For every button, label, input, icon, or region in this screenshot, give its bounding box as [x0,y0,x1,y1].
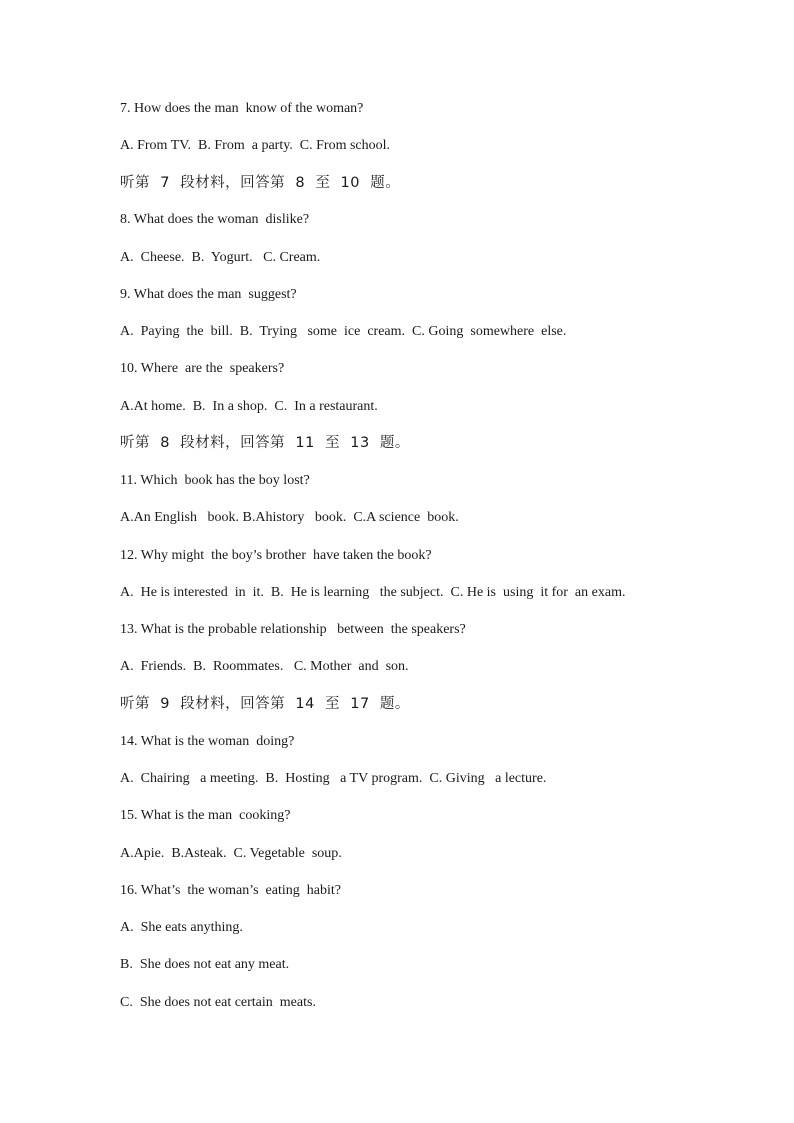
question-11: 11. Which book has the boy lost? [120,473,310,488]
question-13-options: A. Friends. B. Roommates. C. Mother and son. [120,659,409,674]
question-16-option-b: B. She does not eat any meat. [120,957,290,972]
question-13: 13. What is the probable relationship between the speakers? [120,622,466,637]
question-15-options: A.Apie. B.Asteak. C. Vegetable soup. [120,846,342,861]
question-16: 16. What’s the woman’s eating habit? [120,883,341,898]
question-12-options: A. He is interested in it. B. He is learning the subject. C. He is using it for an exam. [120,585,626,600]
question-10-options: A.At home. B. In a shop. C. In a restaurant. [120,399,378,414]
section-heading-passage-8: 听第 8 段材料，回答第 11 至 13 题。 [120,435,410,451]
section-heading-passage-9: 听第 9 段材料，回答第 14 至 17 题。 [120,696,410,712]
question-8: 8. What does the woman dislike? [120,212,310,227]
question-12: 12. Why might the boy’s brother have taken the book? [120,548,432,563]
question-8-options: A. Cheese. B. Yogurt. C. Cream. [120,250,321,265]
question-9: 9. What does the man suggest? [120,287,297,302]
question-7: 7. How does the man know of the woman? [120,101,364,116]
question-7-options: A. From TV. B. From a party. C. From school. [120,138,391,153]
question-9-options: A. Paying the bill. B. Trying some ice cream. C. Going somewhere else. [120,324,567,339]
section-heading-passage-7: 听第 7 段材料，回答第 8 至 10 题。 [120,175,401,191]
question-16-option-c: C. She does not eat certain meats. [120,995,316,1010]
question-15: 15. What is the man cooking? [120,808,291,823]
question-14-options: A. Chairing a meeting. B. Hosting a TV program. C. Giving a lecture. [120,771,547,786]
question-10: 10. Where are the speakers? [120,361,285,376]
question-14: 14. What is the woman doing? [120,734,295,749]
question-11-options: A.An English book. B.Ahistory book. C.A science book. [120,510,459,525]
question-16-option-a: A. She eats anything. [120,920,243,935]
